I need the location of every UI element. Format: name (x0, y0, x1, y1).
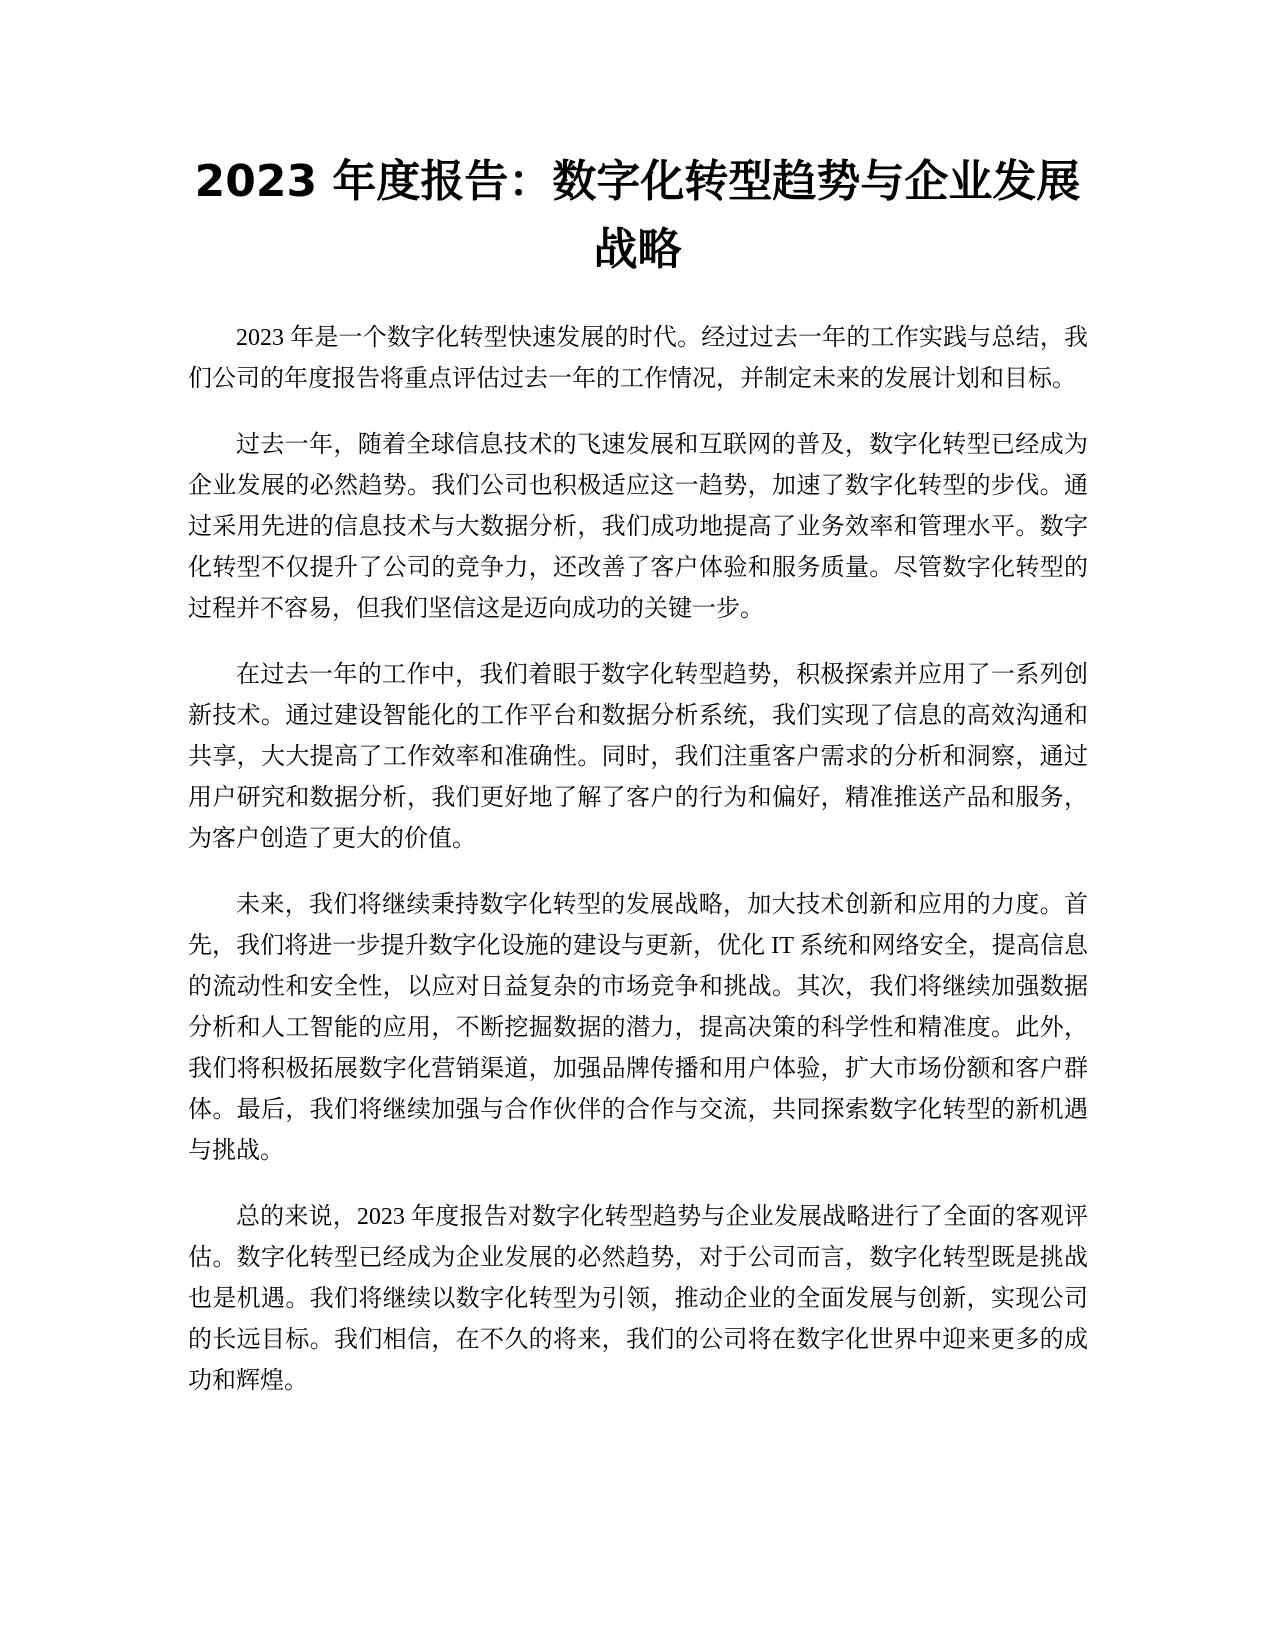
document-title (150, 148, 1125, 284)
paragraph-work-review: 在过去一年的工作中，我们着眼于数字化转型趋势，积极探索并应用了一系列创新技术。通过建设智能化的工作平台和数据分析系统，我们实现了信息的高效沟通和共享，大大提高了工作效率和准确性。同时，我们注重客户需求的分析和洞察，通过用户研究和数据分析，我们更好地了解了客户的行为和偏好，精准推送产品和服务，为客户创造了更大的价值。 (188, 662, 1088, 852)
title-line-1: 2023 年度报告：数字化转型趋势与企业发展 (194, 156, 1081, 207)
title-line-2: 战略 (593, 224, 682, 275)
document-body (188, 318, 1088, 1427)
paragraph-conclusion: 总的来说，2023 年度报告对数字化转型趋势与企业发展战略进行了全面的客观评估。数字化转型已经成为企业发展的必然趋势，对于公司而言，数字化转型既是挑战也是机遇。我们将继续以数字化转型为引领，推动企业的全面发展与创新，实现公司的长远目标。我们相信，在不久的将来，我们的公司将在数字化世界中迎来更多的成功和辉煌。 (188, 1204, 1088, 1394)
paragraph-intro: 2023 年是一个数字化转型快速发展的时代。经过过去一年的工作实践与总结，我们公司的年度报告将重点评估过去一年的工作情况，并制定未来的发展计划和目标。 (188, 325, 1088, 392)
paragraph-future-plan: 未来，我们将继续秉持数字化转型的发展战略，加大技术创新和应用的力度。首先，我们将进一步提升数字化设施的建设与更新，优化 IT 系统和网络安全，提高信息的流动性和安全性，以应对日益复杂的市场竞争和挑战。其次，我们将继续加强数据分析和人工智能的应用，不断挖掘数据的潜力，提高决策的科学性和精准度。此外，我们将积极拓展数字化营销渠道，加强品牌传播和用户体验，扩大市场份额和客户群体。最后，我们将继续加强与合作伙伴的合作与交流，共同探索数字化转型的新机遇与挑战。 (188, 892, 1088, 1164)
paragraph-past-year: 过去一年，随着全球信息技术的飞速发展和互联网的普及，数字化转型已经成为企业发展的必然趋势。我们公司也积极适应这一趋势，加速了数字化转型的步伐。通过采用先进的信息技术与大数据分析，我们成功地提高了业务效率和管理水平。数字化转型不仅提升了公司的竞争力，还改善了客户体验和服务质量。尽管数字化转型的过程并不容易，但我们坚信这是迈向成功的关键一步。 (188, 432, 1088, 622)
